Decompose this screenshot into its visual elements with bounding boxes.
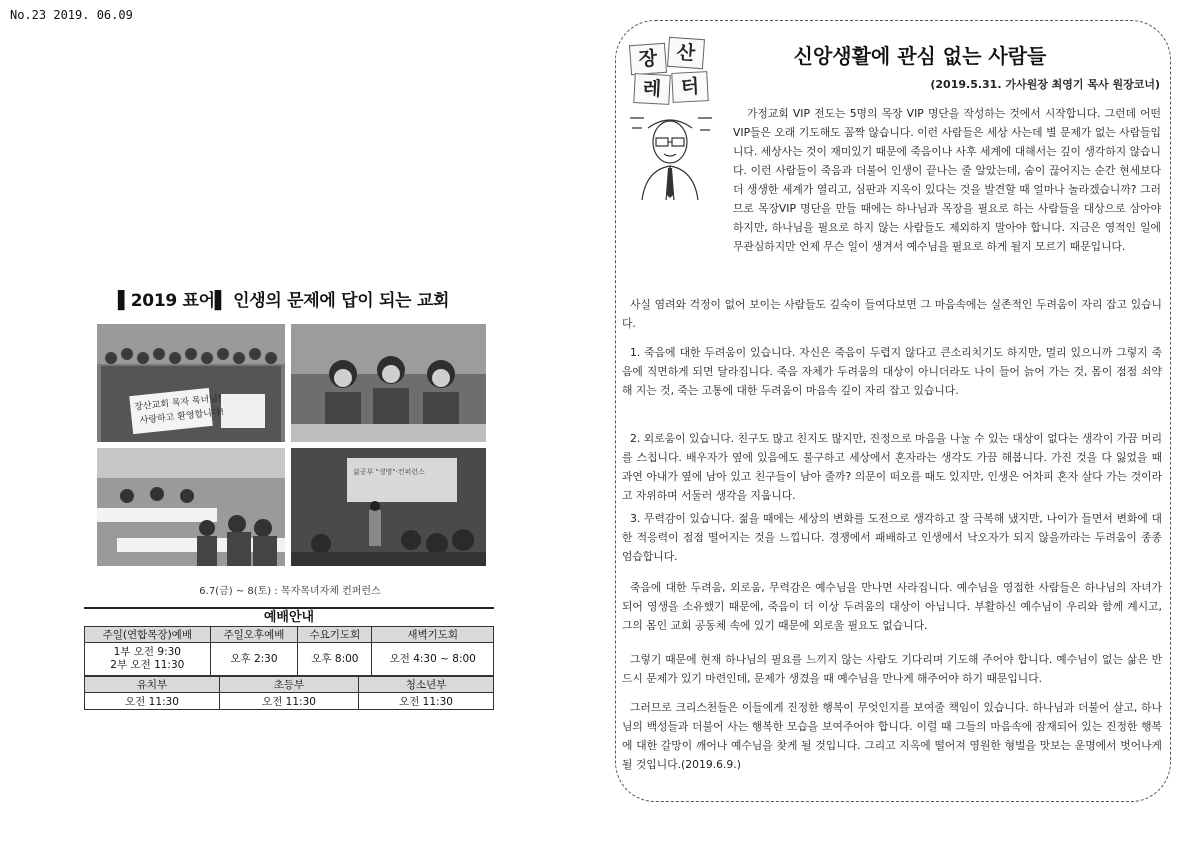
worship-table-services xyxy=(84,626,494,676)
photo-caption: 6.7(금) ~ 8(토) : 목자목녀자체 컨퍼런스 xyxy=(199,586,381,597)
value-elementary: 오전 11:30 xyxy=(219,693,358,710)
letter-paragraph-8: 그러므로 크리스천들은 이들에게 진정한 행복이 무엇인지를 보여줄 책임이 있습니다. 하나님과 더불어 살고, 하나님의 백성들과 더불어 사는 행복한 모습을 보여주어야 합니다. 이럴 때 그들의 마음속에 잠재되어 있는 진정한 행복에 대한 갈망이 깨어나 예수님을 찾게 될 것입니다. 그리고 지옥에 떨어져 영원한 형벌을 맛보는 운명에서 벗어나게 될 것입니다.(2019.6.9.) xyxy=(622,701,1162,771)
issue-date: No.23 2019. 06.09 xyxy=(10,8,133,22)
department-value-row xyxy=(85,693,494,710)
letter-paragraph-1: 가정교회 VIP 전도는 5명의 목장 VIP 명단을 작성하는 것에서 시작합니다. 그런데 어떤 VIP들은 오래 기도해도 꼼짝 않습니다. 이런 사람들은 세상 사는데 별 문제가 없는 사람들입니다. 세상사는 것이 재미있기 때문에 죽음이나 사후 세계에 대해서는 깊이 생각하지 않습니다. 이런 사람들이 죽음과 더불어 인생이 끝나는 줄 알았는데, 숨이 끊어지는 순간 현세보다 더 생생한 세계가 열리고, 심판과 지옥이 있다는 것을 발견할 때 얼마나 놀라겠습니까? 그러므로 목장VIP 명단을 만들 때에는 하나님과 목장을 필요로 하는 사람들을 대상으로 삼아야 하지만, 하나님을 필요로 하지 않는 사람들도 제외하지 말아야 합니다. 지금은 영적인 일에 무관심하지만 언제 무슨 일이 생겨서 예수님을 필요로 하게 될지 모르기 때문입니다. xyxy=(733,107,1161,253)
value-second-service: 2부 오전 11:30 xyxy=(110,659,185,671)
letter-paragraph-3: 1. 죽음에 대한 두려움이 있습니다. 자신은 죽음이 두렵지 않다고 큰소리치기도 하지만, 멀리 있으니까 그렇지 죽음에 직면하게 되면 달라집니다. 죽음 자체가 두려움의 대상이 아니더라도 나이 들어 늙어 가는 것, 몸이 점점 쇠약해 지는 것, 죽는 고통에 대한 두려움이 마음속 깊이 자리 잡고 있습니다. xyxy=(622,346,1162,397)
letter-paragraph-2: 사실 염려와 걱정이 없어 보이는 사람들도 깊숙이 들여다보면 그 마음속에는 실존적인 두려움이 자리 잡고 있습니다. xyxy=(622,298,1162,330)
header-kindergarten: 유치부 xyxy=(85,677,220,693)
worship-value-row xyxy=(85,643,494,676)
value-sunday-service xyxy=(85,643,211,676)
badge-char-4: 터 xyxy=(671,71,709,103)
value-sunday-afternoon: 오후 2:30 xyxy=(210,643,298,676)
worship-guide xyxy=(84,607,494,710)
worship-title: 예배안내 xyxy=(263,610,315,625)
header-sunday-afternoon: 주일오후예배 xyxy=(210,627,298,643)
women-smiling-photo xyxy=(291,324,486,442)
letter-paragraph-4: 2. 외로움이 있습니다. 친구도 많고 친지도 많지만, 진정으로 마음을 나눌 수 있는 대상이 없다는 생각이 가끔 머리를 스칩니다. 배우자가 옆에 있음에도 불구하고 세상에서 혼자라는 생각도 가끔 해봅니다. 가진 것을 다 잃었을 때 과연 아내가 옆에 남아 있고 친구들이 남아 줄까? 의문이 떠오를 때도 있지만, 인생은 어차피 혼자 살다 가는 것이라고 자위하며 서둘러 생각을 지웁니다. xyxy=(622,432,1162,502)
letter-paragraph-5: 3. 무력감이 있습니다. 젊을 때에는 세상의 변화를 도전으로 생각하고 잘 극복해 냈지만, 나이가 들면서 변화에 대한 적응력이 점점 떨어지는 것을 느낍니다. 경쟁에서 패배하고 인생에서 낙오자가 되지 않을까라는 두려움이 종종 엄습합니다. xyxy=(622,512,1162,563)
badge-char-3: 레 xyxy=(633,73,671,105)
header-wednesday-prayer: 수요기도회 xyxy=(298,627,372,643)
svg-text:장산교회 목자 목녀님!: 장산교회 목자 목녀님! xyxy=(133,393,223,413)
church-motto: ▌2019 표어▌ 인생의 문제에 답이 되는 교회 xyxy=(118,291,450,311)
svg-text:사랑하고 환영합니다!: 사랑하고 환영합니다! xyxy=(139,407,225,427)
group-photo xyxy=(97,324,285,442)
jangsan-letter-badge xyxy=(630,38,710,104)
value-youth: 오전 11:30 xyxy=(359,693,494,710)
header-sunday-service: 주일(연합목장)예배 xyxy=(85,627,211,643)
letter-paragraph-6: 죽음에 대한 두려움, 외로움, 무력감은 예수님을 만나면 사라집니다. 예수님을 영접한 사람들은 하나님의 자녀가 되어 영생을 소유했기 때문에, 죽음이 더 이상 두려움의 대상이 아닙니다. 부활하신 예수님이 우리와 함께 계시고, 그의 몸인 교회 공동체 속에 있기 때문에 외로울 필요도 없습니다. xyxy=(622,581,1162,632)
letter-paragraph-7: 그렇기 때문에 현재 하나님의 필요를 느끼지 않는 사람도 기다리며 기도해 주어야 합니다. 예수님이 없는 삶은 반드시 문제가 있기 마련인데, 문제가 생겼을 때 예수님을 만나게 해주어야 하기 때문입니다. xyxy=(622,653,1162,685)
value-kindergarten: 오전 11:30 xyxy=(85,693,220,710)
badge-char-1: 장 xyxy=(629,43,667,75)
badge-char-2: 산 xyxy=(667,37,705,69)
header-youth: 청소년부 xyxy=(359,677,494,693)
value-first-service: 1부 오전 9:30 xyxy=(113,646,181,658)
value-wednesday-prayer: 오후 8:00 xyxy=(298,643,372,676)
value-dawn-prayer: 오전 4:30 ~ 8:00 xyxy=(372,643,494,676)
department-header-row xyxy=(85,677,494,693)
letter-title: 신앙생활에 관심 없는 사람들 xyxy=(793,44,1047,68)
worship-table-departments xyxy=(84,676,494,710)
lecture-hall-photo xyxy=(291,448,486,566)
header-elementary: 초등부 xyxy=(219,677,358,693)
pastor-portrait-sketch xyxy=(628,108,714,200)
worship-header-row xyxy=(85,627,494,643)
letter-subtitle: (2019.5.31. 가사원장 최영기 목사 원장코너) xyxy=(930,78,1160,91)
conference-tables-photo xyxy=(97,448,285,566)
svg-text:삶공부 "생명"·컨퍼런스: 삶공부 "생명"·컨퍼런스 xyxy=(353,468,425,476)
header-dawn-prayer: 새벽기도회 xyxy=(372,627,494,643)
